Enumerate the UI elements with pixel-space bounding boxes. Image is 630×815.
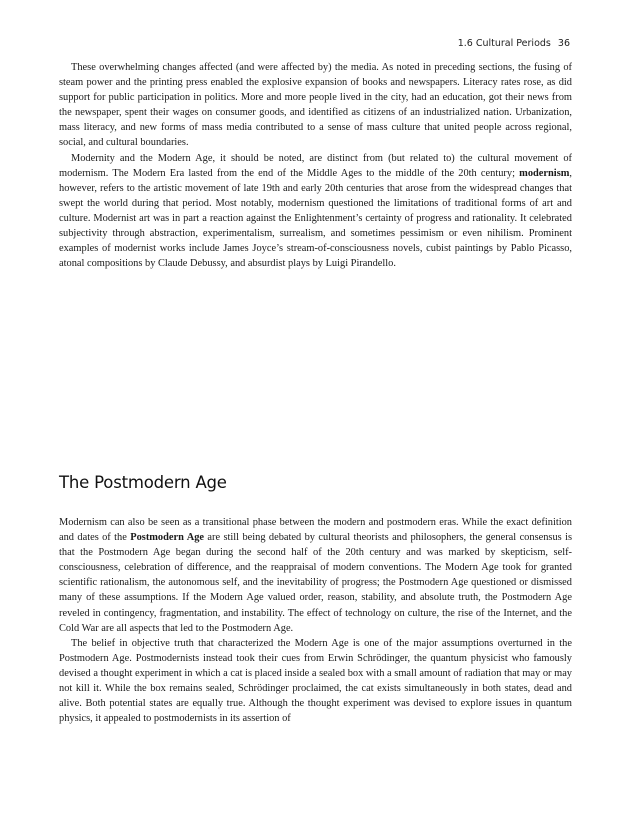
postmodern-text-block <box>59 515 572 726</box>
modernism-text-block <box>59 60 572 271</box>
paragraph-text: Modernity and the Modern Age, it should be noted, are distinct from (but related to) the cultural movement of modernism. The Modern Era lasted from the end of the Middle Ages to the middle of the 20th century; <box>59 152 572 179</box>
header-section-title: 1.6 Cultural Periods <box>457 38 551 49</box>
key-term-postmodern-age: Postmodern Age <box>130 532 205 544</box>
paragraph-modernism <box>59 151 572 272</box>
paragraph-text: are still being debated by cultural theorists and philosophers, the general consensus is that the Postmodern Age began during the second half of the 20th century and was marked by skepticism, self-consciousness, celebration of difference, and the reappraisal of modern conventions. The Modern Age took for granted scientific rationalism, the autonomous self, and the inevitability of progress; the Postmodern Age questioned or dismissed many of these assumptions. If the Modern Age valued order, reason, stability, and absolute truth, the Postmodern Age reveled in contingency, fragmentation, and instability. The effect of technology on culture, the rise of the Internet, and the Cold War are all aspects that led to the Postmodern Age. <box>59 532 573 634</box>
paragraph-text: The belief in objective truth that characterized the Modern Age is one of the major assumptions overturned in the Postmodern Age. Postmodernists instead took their cues from Erwin Schrödinger, the quantum physicist who famously devised a thought experiment in which a cat is placed inside a sealed box with a small amount of radiation that may or may not kill it. While the box remains sealed, Schrödinger proclaimed, the cat exists simultaneously in both states, dead and alive. Both potential states are equally true. Although the thought experiment was devised to explore issues in quantum physics, it appealed to postmodernists in its assertion of <box>59 637 572 725</box>
key-term-modernism: modernism <box>519 167 570 179</box>
paragraph-text: , however, refers to the artistic movement of late 19th and early 20th centuries that arose from the widespread changes that swept the world during that period. Most notably, modernism questioned the limitations of traditional forms of art and culture. Modernist art was in part a reaction against the Enlightenment’s certainty of progress and rationality. It celebrated subjectivity through abstraction, experimentalism, surrealism, and sometimes pessimism or even nihilism. Prominent examples of modernist works include James Joyce’s stream-of-consciousness novels, cubist paintings by Pablo Picasso, atonal compositions by Claude Debussy, and absurdist plays by Luigi Pirandello. <box>59 167 572 270</box>
paragraph-media-changes <box>59 60 572 151</box>
paragraph-text: Modernism can also be seen as a transitional phase between the modern and postmodern eras. While the exact definition and dates of the <box>59 517 572 544</box>
paragraph-objective-truth <box>59 636 572 727</box>
paragraph-text: These overwhelming changes affected (and were affected by) the media. As noted in preceding sections, the fusing of steam power and the printing press enabled the explosive expansion of books and newspapers. Literacy rates rose, as did support for public participation in politics. More and more people lived in the city, had an education, got their news from the newspaper, spent their wages on consumer goods, and identified as citizens of an industrialized nation. Urbanization, mass literacy, and new forms of mass media contributed to a sense of mass culture that united people across regional, social, and cultural boundaries. <box>59 62 572 149</box>
header-page-number: 36 <box>557 38 570 49</box>
running-header <box>458 38 570 49</box>
section-heading-postmodern-age: The Postmodern Age <box>59 473 227 492</box>
paragraph-postmodern-intro <box>59 515 572 636</box>
